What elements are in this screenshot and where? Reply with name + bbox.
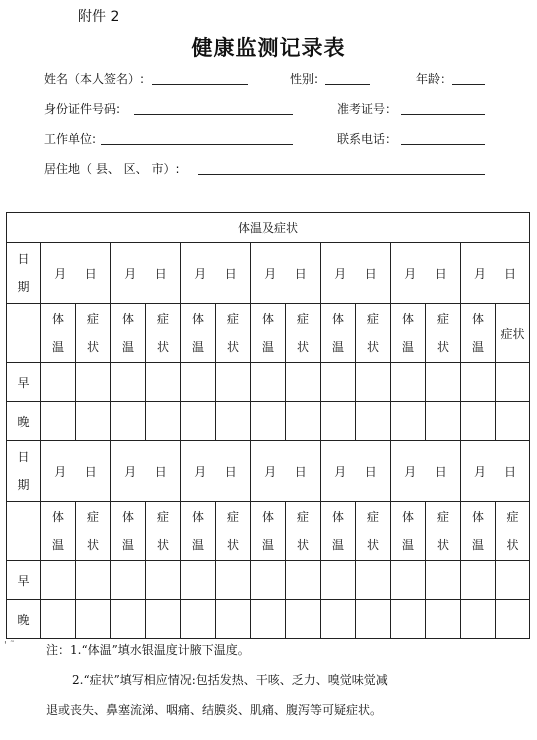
- stacked-label: [146, 503, 180, 559]
- day-label: 日: [434, 464, 447, 479]
- month-day: [251, 463, 320, 480]
- stacked-label: [426, 305, 460, 361]
- entry-cell[interactable]: [496, 600, 530, 639]
- symptom-char-2: 状: [436, 538, 449, 552]
- temp-char-1: 体: [401, 312, 414, 326]
- symptom-char-1: 症: [366, 510, 379, 524]
- temp-char-1: 体: [121, 510, 134, 524]
- date-cell[interactable]: [181, 441, 251, 502]
- entry-cell[interactable]: [41, 402, 76, 441]
- entry-cell[interactable]: [76, 600, 111, 639]
- day-label: 日: [294, 266, 307, 281]
- symptom-header-cell: [496, 502, 530, 561]
- date-cell[interactable]: [321, 243, 391, 304]
- month-label: 月: [334, 266, 347, 281]
- temp-header-cell: [181, 502, 216, 561]
- entry-cell[interactable]: [146, 561, 181, 600]
- month-label: 月: [194, 266, 207, 281]
- subheader-row: [7, 304, 530, 363]
- month-day: [461, 463, 529, 480]
- blank-cell: [7, 304, 41, 363]
- temp-char-2: 温: [331, 538, 344, 552]
- entry-cell[interactable]: [111, 561, 146, 600]
- temp-char-1: 体: [331, 510, 344, 524]
- symptom-header-cell: [216, 304, 251, 363]
- stacked-label: [146, 305, 180, 361]
- temp-char-2: 温: [471, 340, 484, 354]
- date-label-char-1: 日: [17, 252, 30, 266]
- stacked-label: [496, 503, 529, 559]
- entry-cell[interactable]: [181, 363, 216, 402]
- temp-char-1: 体: [471, 510, 484, 524]
- temp-char-2: 温: [121, 538, 134, 552]
- exam-number-field[interactable]: [401, 114, 485, 115]
- day-label: 日: [84, 266, 97, 281]
- temp-char-1: 体: [471, 312, 484, 326]
- temp-char-2: 温: [51, 340, 64, 354]
- entry-cell[interactable]: [356, 600, 391, 639]
- morning-row: [7, 363, 530, 402]
- date-cell[interactable]: [251, 243, 321, 304]
- temp-header-cell: [111, 502, 146, 561]
- month-label: 月: [194, 464, 207, 479]
- address-label: 居住地（ 县、 区、 市）:: [44, 162, 180, 176]
- entry-cell[interactable]: [41, 561, 76, 600]
- symptom-char-1: 症: [156, 510, 169, 524]
- day-label: 日: [434, 266, 447, 281]
- stacked-label: [321, 305, 355, 361]
- stacked-label: [111, 305, 145, 361]
- symptom-char-1: 症: [366, 312, 379, 326]
- entry-cell[interactable]: [41, 363, 76, 402]
- entry-cell[interactable]: [76, 363, 111, 402]
- stacked-label: [181, 305, 215, 361]
- stacked-label: [216, 503, 250, 559]
- day-label: 日: [84, 464, 97, 479]
- stacked-label: [7, 443, 40, 499]
- entry-cell[interactable]: [286, 363, 321, 402]
- evening-label-cell: [7, 402, 41, 441]
- symptom-header-cell: [356, 502, 391, 561]
- entry-cell[interactable]: [111, 600, 146, 639]
- entry-cell[interactable]: [321, 402, 356, 441]
- symptom-header-cell: [76, 502, 111, 561]
- entry-cell[interactable]: [391, 402, 426, 441]
- morning-label: 早: [17, 375, 30, 390]
- stacked-label: [286, 305, 320, 361]
- date-label-cell: [7, 243, 41, 304]
- entry-cell[interactable]: [251, 402, 286, 441]
- entry-cell[interactable]: [181, 561, 216, 600]
- day-label: 日: [504, 266, 517, 281]
- month-label: 月: [124, 464, 137, 479]
- id-field[interactable]: [134, 114, 293, 115]
- symptom-header-cell: [76, 304, 111, 363]
- gender-label: 性别:: [290, 72, 319, 86]
- gender-field[interactable]: [325, 84, 370, 85]
- date-cell[interactable]: [461, 243, 530, 304]
- month-label: 月: [404, 464, 417, 479]
- temp-char-2: 温: [191, 340, 204, 354]
- entry-cell[interactable]: [321, 600, 356, 639]
- entry-cell[interactable]: [251, 600, 286, 639]
- temp-char-2: 温: [191, 538, 204, 552]
- entry-cell[interactable]: [111, 363, 146, 402]
- age-label: 年龄：: [416, 72, 453, 86]
- month-day: [111, 463, 180, 480]
- symptom-char-2: 状: [226, 340, 239, 354]
- stacked-label: [356, 305, 390, 361]
- evening-row: [7, 600, 530, 639]
- header-row: [7, 213, 530, 243]
- note-line-3: 退或丧失、鼻塞流涕、咽痛、结膜炎、肌痛、腹泻等可疑症状。: [46, 703, 383, 717]
- symptom-char-1: 症: [86, 510, 99, 524]
- morning-row: [7, 561, 530, 600]
- entry-cell[interactable]: [286, 402, 321, 441]
- symptom-char-2: 状: [86, 340, 99, 354]
- symptom-char-1: 症: [296, 510, 309, 524]
- date-cell[interactable]: [251, 441, 321, 502]
- day-label: 日: [504, 464, 517, 479]
- stacked-label: [181, 503, 215, 559]
- margin-mark: ' ˜: [4, 640, 15, 651]
- address-field[interactable]: [198, 174, 485, 175]
- temp-header-cell: [321, 502, 356, 561]
- day-label: 日: [364, 464, 377, 479]
- stacked-label: [41, 503, 75, 559]
- temp-char-1: 体: [121, 312, 134, 326]
- symptom-char-2: 状: [226, 538, 239, 552]
- date-cell[interactable]: [391, 441, 461, 502]
- evening-label: 晚: [17, 414, 30, 429]
- date-cell[interactable]: [111, 243, 181, 304]
- entry-cell[interactable]: [146, 402, 181, 441]
- temp-header-cell: [251, 502, 286, 561]
- temp-char-1: 体: [261, 510, 274, 524]
- temp-char-2: 温: [401, 538, 414, 552]
- month-day: [251, 265, 320, 282]
- stacked-label: [426, 503, 460, 559]
- month-day: [181, 463, 250, 480]
- form-title: 健康监测记录表: [191, 36, 346, 60]
- stacked-label: [391, 305, 425, 361]
- symptom-char-1: 症: [506, 510, 519, 524]
- morning-label: 早: [17, 573, 30, 588]
- temp-char-2: 温: [51, 538, 64, 552]
- symptom-char-2: 状: [366, 538, 379, 552]
- entry-cell[interactable]: [356, 561, 391, 600]
- temp-char-2: 温: [261, 538, 274, 552]
- month-label: 月: [474, 266, 487, 281]
- temp-header-cell: [111, 304, 146, 363]
- temp-char-1: 体: [191, 312, 204, 326]
- stacked-label: [461, 305, 495, 361]
- symptom-header-cell: [146, 502, 181, 561]
- temp-header-cell: [251, 304, 286, 363]
- temp-char-1: 体: [261, 312, 274, 326]
- morning-label-cell: [7, 363, 41, 402]
- entry-cell[interactable]: [391, 561, 426, 600]
- date-cell[interactable]: [321, 441, 391, 502]
- month-day: [181, 265, 250, 282]
- day-label: 日: [154, 464, 167, 479]
- temp-header-cell: [41, 304, 76, 363]
- stacked-label: [216, 305, 250, 361]
- entry-cell[interactable]: [496, 402, 530, 441]
- month-label: 月: [264, 266, 277, 281]
- day-label: 日: [224, 266, 237, 281]
- symptom-header-cell: [496, 304, 530, 363]
- note-line-1: 注：1.“体温”填水银温度计腋下温度。: [46, 643, 250, 657]
- evening-label-cell: [7, 600, 41, 639]
- month-day: [391, 463, 460, 480]
- entry-cell[interactable]: [76, 402, 111, 441]
- entry-cell[interactable]: [356, 363, 391, 402]
- symptom-header-cell: [216, 502, 251, 561]
- month-label: 月: [264, 464, 277, 479]
- date-label-char-2: 期: [17, 478, 30, 492]
- symptom-char-1: 症: [226, 312, 239, 326]
- work-unit-field[interactable]: [101, 144, 293, 145]
- symptom-header-cell: [426, 502, 461, 561]
- stacked-label: [111, 503, 145, 559]
- entry-cell[interactable]: [216, 402, 251, 441]
- note-line-2: 2.“症状”填写相应情况:包括发热、干咳、乏力、嗅觉味觉减: [72, 673, 388, 687]
- date-cell[interactable]: [391, 243, 461, 304]
- date-cell[interactable]: [41, 243, 111, 304]
- entry-cell[interactable]: [356, 402, 391, 441]
- symptom-char-1: 症: [226, 510, 239, 524]
- table-header: 体温及症状: [238, 221, 299, 235]
- symptom-char-2: 状: [86, 538, 99, 552]
- temp-char-2: 温: [401, 340, 414, 354]
- table-header-cell: [7, 213, 530, 243]
- phone-field[interactable]: [401, 144, 485, 145]
- entry-cell[interactable]: [321, 363, 356, 402]
- date-row: [7, 243, 530, 304]
- entry-cell[interactable]: [321, 561, 356, 600]
- entry-cell[interactable]: [461, 561, 496, 600]
- entry-cell[interactable]: [181, 402, 216, 441]
- stacked-label: [76, 503, 110, 559]
- entry-cell[interactable]: [461, 402, 496, 441]
- date-label-char-2: 期: [17, 280, 30, 294]
- symptom-header-cell: [356, 304, 391, 363]
- symptom-char-2: 状: [436, 340, 449, 354]
- month-day: [321, 265, 390, 282]
- work-unit-label: 工作单位:: [44, 132, 97, 146]
- symptom-char-2: 状: [296, 340, 309, 354]
- entry-cell[interactable]: [391, 600, 426, 639]
- entry-cell[interactable]: [76, 561, 111, 600]
- morning-label-cell: [7, 561, 41, 600]
- entry-cell[interactable]: [146, 363, 181, 402]
- entry-cell[interactable]: [461, 363, 496, 402]
- entry-cell[interactable]: [496, 363, 530, 402]
- month-day: [41, 463, 110, 480]
- evening-row: [7, 402, 530, 441]
- symptom-header-cell: [286, 304, 321, 363]
- symptom-char-1: 症: [436, 510, 449, 524]
- date-cell[interactable]: [461, 441, 530, 502]
- temp-char-1: 体: [51, 510, 64, 524]
- symptom-header-cell: [426, 304, 461, 363]
- stacked-label: [76, 305, 110, 361]
- month-day: [321, 463, 390, 480]
- symptom-char-1: 症: [156, 312, 169, 326]
- age-field[interactable]: [452, 84, 485, 85]
- date-label-char-1: 日: [17, 450, 30, 464]
- date-cell[interactable]: [41, 441, 111, 502]
- date-cell[interactable]: [181, 243, 251, 304]
- symptom-header-cell: [146, 304, 181, 363]
- temp-char-1: 体: [191, 510, 204, 524]
- entry-cell[interactable]: [426, 402, 461, 441]
- stacked-label: [41, 305, 75, 361]
- symptom-header-cell: [286, 502, 321, 561]
- entry-cell[interactable]: [426, 561, 461, 600]
- month-day: [461, 265, 529, 282]
- temp-char-1: 体: [331, 312, 344, 326]
- symptom-char-1: 症: [296, 312, 309, 326]
- month-day: [391, 265, 460, 282]
- entry-cell[interactable]: [496, 561, 530, 600]
- temp-char-2: 温: [261, 340, 274, 354]
- date-row: [7, 441, 530, 502]
- temp-char-2: 温: [331, 340, 344, 354]
- day-label: 日: [224, 464, 237, 479]
- stacked-label: [356, 503, 390, 559]
- temp-header-cell: [41, 502, 76, 561]
- entry-cell[interactable]: [111, 402, 146, 441]
- month-label: 月: [404, 266, 417, 281]
- phone-label: 联系电话：: [337, 132, 398, 146]
- stacked-label: [391, 503, 425, 559]
- entry-cell[interactable]: [251, 561, 286, 600]
- symptom-char-2: 状: [506, 538, 519, 552]
- temp-header-cell: [181, 304, 216, 363]
- blank-cell: [7, 502, 41, 561]
- stacked-label: [251, 305, 285, 361]
- month-label: 月: [54, 266, 67, 281]
- evening-label: 晚: [17, 612, 30, 627]
- temp-header-cell: [461, 304, 496, 363]
- symptom-char-1: 症: [86, 312, 99, 326]
- symptom-label: 症状: [500, 326, 525, 341]
- entry-cell[interactable]: [426, 600, 461, 639]
- symptom-char-2: 状: [296, 538, 309, 552]
- date-cell[interactable]: [111, 441, 181, 502]
- entry-cell[interactable]: [181, 600, 216, 639]
- month-label: 月: [54, 464, 67, 479]
- entry-cell[interactable]: [286, 561, 321, 600]
- name-label: 姓名（本人签名）:: [44, 72, 145, 86]
- health-record-table: [6, 212, 530, 639]
- temp-header-cell: [391, 502, 426, 561]
- month-label: 月: [124, 266, 137, 281]
- entry-cell[interactable]: [216, 600, 251, 639]
- month-day: [41, 265, 110, 282]
- entry-cell[interactable]: [146, 600, 181, 639]
- symptom-char-2: 状: [156, 538, 169, 552]
- temp-header-cell: [461, 502, 496, 561]
- temp-header-cell: [321, 304, 356, 363]
- stacked-label: [251, 503, 285, 559]
- entry-cell[interactable]: [251, 363, 286, 402]
- subheader-row: [7, 502, 530, 561]
- entry-cell[interactable]: [41, 600, 76, 639]
- name-field[interactable]: [152, 84, 248, 85]
- symptom-char-2: 状: [366, 340, 379, 354]
- temp-char-2: 温: [121, 340, 134, 354]
- temp-char-1: 体: [51, 312, 64, 326]
- day-label: 日: [154, 266, 167, 281]
- id-label: 身份证件号码:: [44, 102, 121, 116]
- date-label-cell: [7, 441, 41, 502]
- entry-cell[interactable]: [461, 600, 496, 639]
- entry-cell[interactable]: [426, 363, 461, 402]
- day-label: 日: [294, 464, 307, 479]
- month-label: 月: [334, 464, 347, 479]
- entry-cell[interactable]: [216, 363, 251, 402]
- day-label: 日: [364, 266, 377, 281]
- stacked-label: [7, 245, 40, 301]
- entry-cell[interactable]: [286, 600, 321, 639]
- stacked-label: [286, 503, 320, 559]
- symptom-char-2: 状: [156, 340, 169, 354]
- exam-number-label: 准考证号：: [337, 102, 398, 116]
- stacked-label: [461, 503, 495, 559]
- symptom-char-1: 症: [436, 312, 449, 326]
- entry-cell[interactable]: [216, 561, 251, 600]
- month-label: 月: [474, 464, 487, 479]
- stacked-label: [321, 503, 355, 559]
- attachment-label: 附件 2: [78, 9, 120, 25]
- month-day: [111, 265, 180, 282]
- temp-header-cell: [391, 304, 426, 363]
- entry-cell[interactable]: [391, 363, 426, 402]
- temp-char-1: 体: [401, 510, 414, 524]
- temp-char-2: 温: [471, 538, 484, 552]
